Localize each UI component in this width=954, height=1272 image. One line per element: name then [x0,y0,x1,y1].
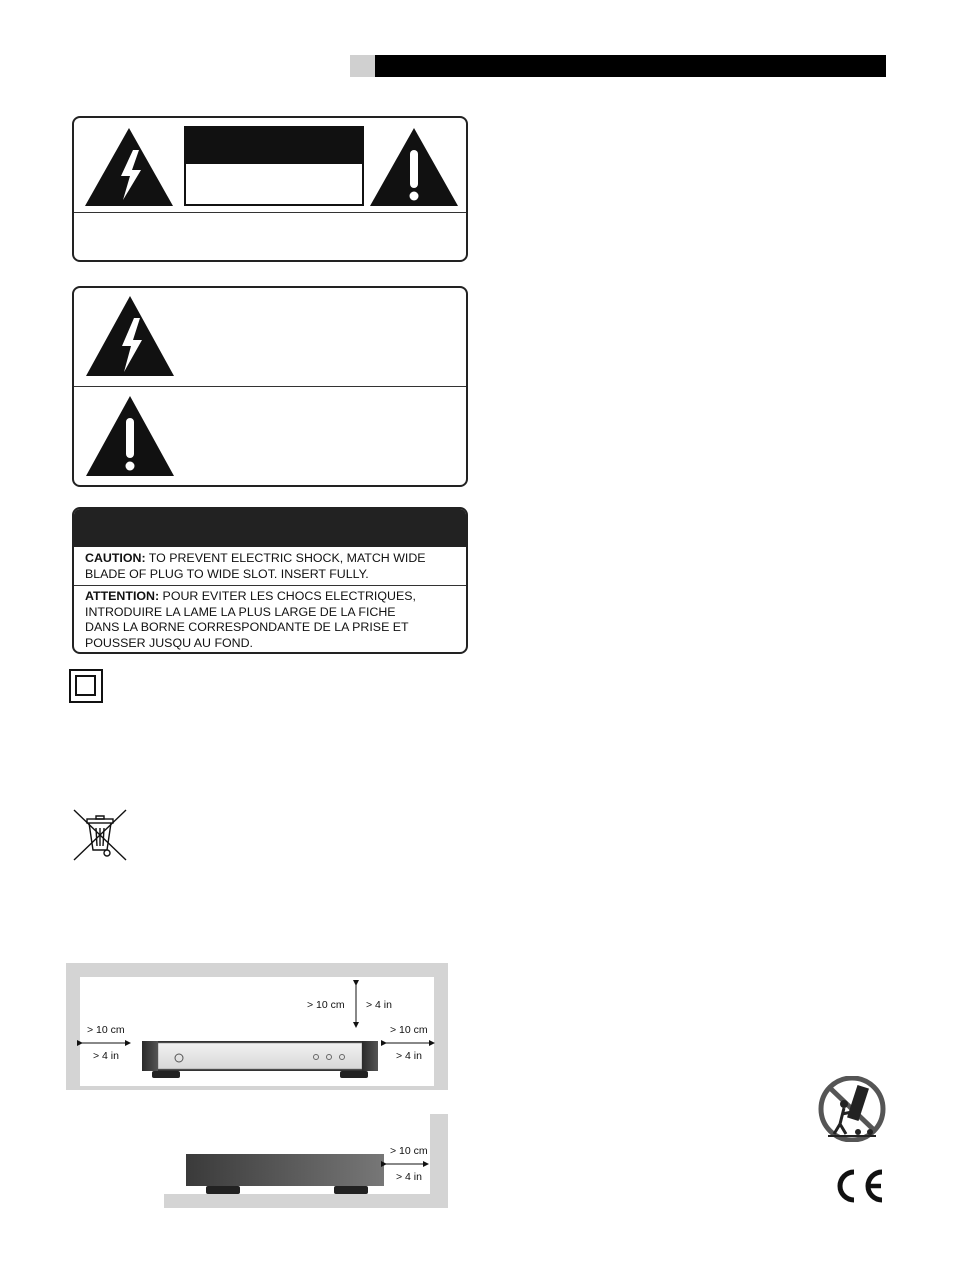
caution-label-band [186,128,362,164]
divider [74,212,466,213]
clearance-right-cm: > 10 cm [390,1024,428,1036]
lightning-warning-icon [83,126,175,208]
header-bar [375,55,886,77]
caution-label-panel [184,126,364,206]
caution-english [85,551,465,582]
clearance-top-cm: > 10 cm [307,999,345,1011]
divider [74,386,466,387]
weee-crossed-bin-icon [70,806,130,864]
cart-tip-over-warning-icon [818,1076,886,1142]
lightning-warning-icon [84,294,176,378]
double-insulation-inner-square [75,675,96,696]
plug-caution-box [72,507,468,654]
exclamation-warning-icon [84,394,176,478]
clearance-rear-cm: > 10 cm [390,1145,428,1157]
side-clearance-diagram [160,1114,450,1210]
ce-mark-icon [832,1166,888,1206]
caution-french-label: ATTENTION: [85,589,160,603]
divider [74,585,466,586]
caution-french-text: POUR EVITER LES CHOCS ELECTRIQUES, INTRODUIRE LA LAME LA PLUS LARGE DE LA FICHE DANS LA BORNE CORRESPONDANTE DE LA PRISE ET POUSSER JUSQU AU FOND. [85,589,416,650]
clearance-rear-in: > 4 in [396,1171,422,1183]
plug-caution-header [74,509,466,547]
double-insulation-icon [69,669,103,703]
exclamation-warning-icon [368,126,460,208]
clearance-top-in: > 4 in [366,999,392,1011]
clearance-left-in: > 4 in [93,1050,119,1062]
caution-label-box [72,116,468,262]
caution-french [85,589,465,651]
caution-english-text: TO PREVENT ELECTRIC SHOCK, MATCH WIDE BLADE OF PLUG TO WIDE SLOT. INSERT FULLY. [85,551,426,581]
caution-english-label: CAUTION: [85,551,146,565]
clearance-right-in: > 4 in [396,1050,422,1062]
symbol-explanation-box [72,286,468,487]
header-tab [350,55,375,77]
clearance-left-cm: > 10 cm [87,1024,125,1036]
